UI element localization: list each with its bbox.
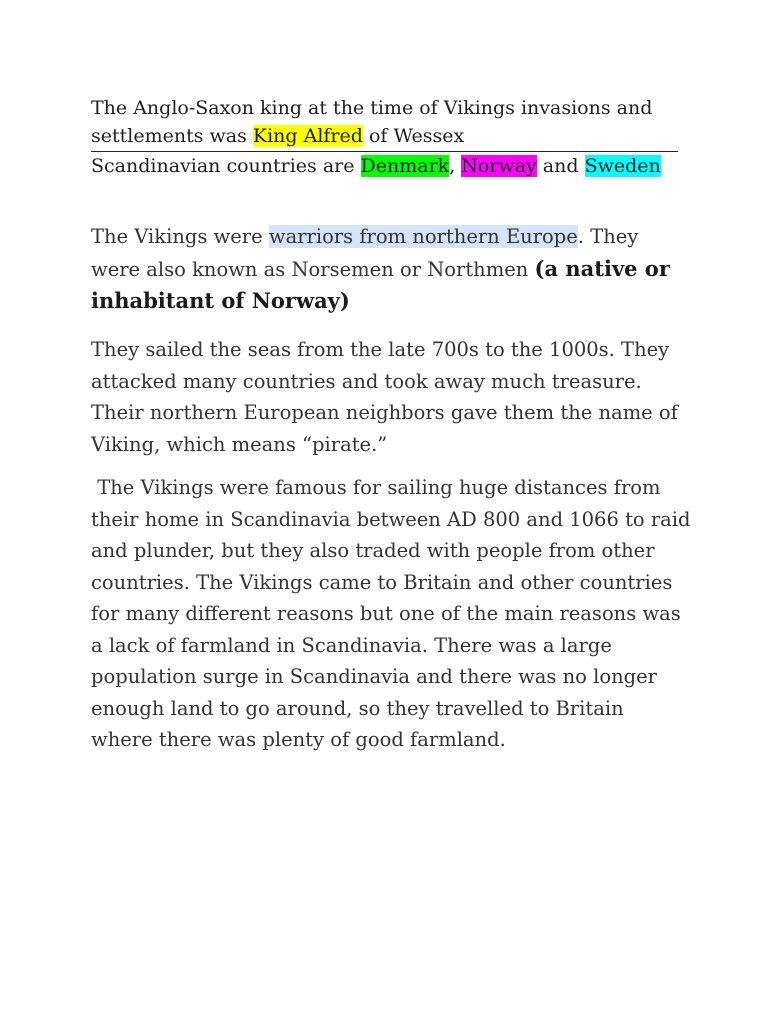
warriors-highlight: warriors from northern Europe — [268, 225, 578, 248]
anglo-saxon-king-line — [91, 94, 678, 152]
vikings-were-text: The Vikings were — [91, 225, 269, 248]
sailed-seas-paragraph: They sailed the seas from the late 700s to the 1000s. They attacked many countries and took away much treasure. Their northern European neighbors gave them the name of Viking, which means “pirate.” — [91, 338, 678, 456]
of-wessex-text: of Wessex — [362, 125, 465, 147]
intro-notes — [91, 94, 691, 180]
vikings-paragraph — [91, 221, 691, 318]
anglo-saxon-text: The Anglo-Saxon king at the time of Vikings invasions and settlements was — [91, 97, 653, 147]
sweden-highlight: Sweden — [584, 155, 661, 177]
scandinavian-text: Scandinavian countries are — [91, 155, 361, 177]
scandinavian-countries-line — [91, 152, 691, 180]
norsemen-text: . They were also known as Norsemen or Northmen — [91, 225, 639, 281]
and-separator: and — [536, 155, 585, 177]
norway-highlight: Norway — [461, 155, 537, 177]
famous-sailing-paragraph: The Vikings were famous for sailing huge distances from their home in Scandinavia between AD 800 and 1066 to raid and plunder, but they also traded with people from other countries. The Vikings came to Britain and other countries for many different reasons but one of the main reasons was a lack of farmland in Scandinavia. There was a large population surge in Scandinavia and there was no longer enough land to go around, so they travelled to Britain where there was plenty of good farmland. — [91, 476, 697, 751]
denmark-highlight: Denmark — [360, 155, 450, 177]
king-alfred-highlight: King Alfred — [252, 125, 363, 147]
comma-separator: , — [449, 155, 462, 177]
native-of-norway-bold: (a native or inhabitant of Norway) — [91, 255, 670, 313]
